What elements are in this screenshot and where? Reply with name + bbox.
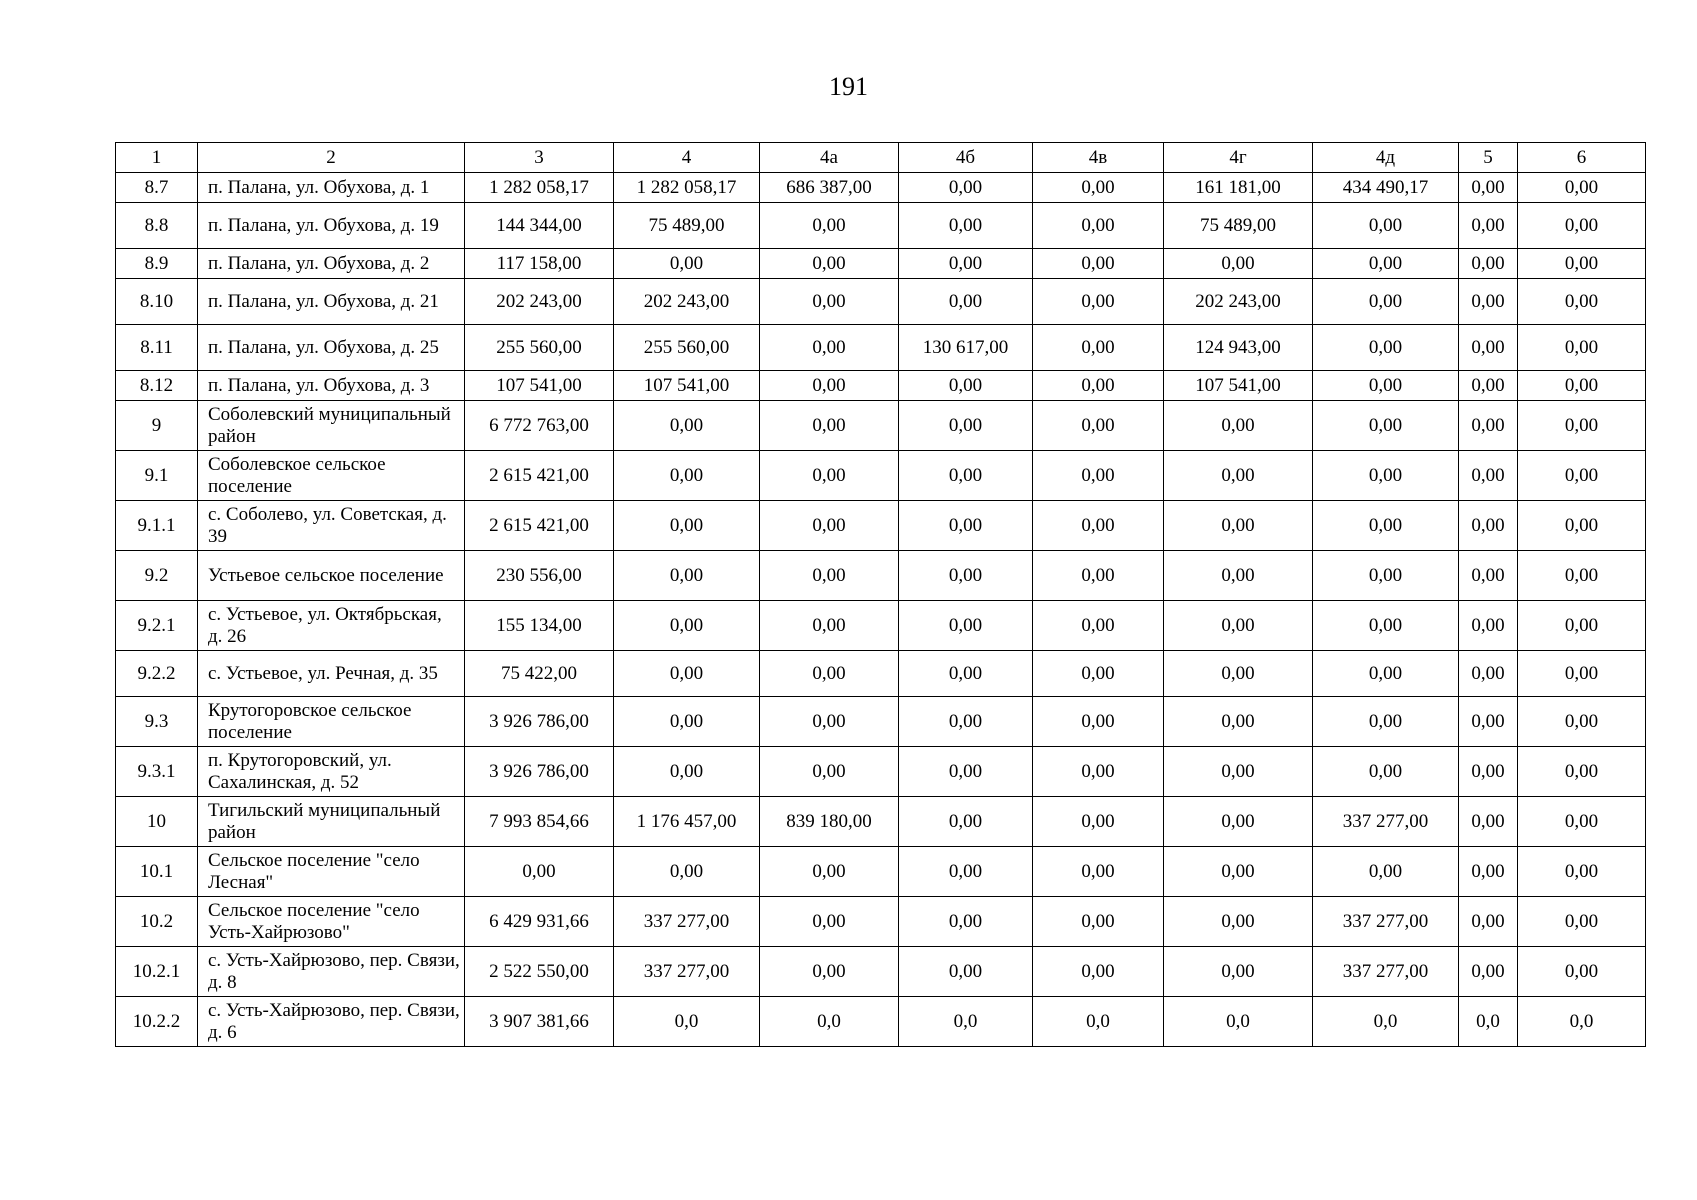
address-cell: п. Палана, ул. Обухова, д. 3 <box>198 371 465 401</box>
amount-cell: 0,00 <box>614 501 760 551</box>
amount-cell: 0,00 <box>1033 747 1164 797</box>
amount-cell: 0,00 <box>1459 797 1518 847</box>
amount-cell: 155 134,00 <box>465 601 614 651</box>
amount-cell: 1 282 058,17 <box>465 173 614 203</box>
table-body <box>116 143 1646 1047</box>
amount-cell: 0,00 <box>899 601 1033 651</box>
amount-cell: 0,00 <box>1518 947 1646 997</box>
amount-cell: 0,00 <box>1459 601 1518 651</box>
amount-cell: 0,00 <box>899 401 1033 451</box>
amount-cell: 0,00 <box>899 249 1033 279</box>
amount-cell: 337 277,00 <box>1313 897 1459 947</box>
amount-cell: 0,00 <box>1164 747 1313 797</box>
column-header: 4д <box>1313 143 1459 173</box>
row-number-cell: 9.1.1 <box>116 501 198 551</box>
row-number-cell: 10.2.1 <box>116 947 198 997</box>
amount-cell: 0,00 <box>1459 651 1518 697</box>
amount-cell: 0,00 <box>1033 601 1164 651</box>
amount-cell: 0,00 <box>1459 371 1518 401</box>
address-cell: с. Усть-Хайрюзово, пер. Связи, д. 6 <box>198 997 465 1047</box>
amount-cell: 0,00 <box>899 451 1033 501</box>
row-number-cell: 9.2.2 <box>116 651 198 697</box>
address-cell: п. Палана, ул. Обухова, д. 21 <box>198 279 465 325</box>
row-number-cell: 8.7 <box>116 173 198 203</box>
table-row <box>116 551 1646 601</box>
amount-cell: 0,00 <box>1033 947 1164 997</box>
amount-cell: 0,00 <box>1033 551 1164 601</box>
amount-cell: 0,00 <box>1459 847 1518 897</box>
amount-cell: 0,00 <box>1459 551 1518 601</box>
amount-cell: 0,00 <box>1313 601 1459 651</box>
row-number-cell: 9.3 <box>116 697 198 747</box>
table-row <box>116 797 1646 847</box>
amount-cell: 0,00 <box>899 203 1033 249</box>
address-cell: п. Палана, ул. Обухова, д. 1 <box>198 173 465 203</box>
amount-cell: 0,00 <box>760 697 899 747</box>
address-cell: Соболевское сельское поселение <box>198 451 465 501</box>
amount-cell: 0,00 <box>1518 697 1646 747</box>
table-row <box>116 451 1646 501</box>
amount-cell: 0,00 <box>1033 279 1164 325</box>
address-cell: Сельское поселение "село Лесная" <box>198 847 465 897</box>
amount-cell: 0,00 <box>1459 279 1518 325</box>
amount-cell: 0,00 <box>614 401 760 451</box>
table-row <box>116 249 1646 279</box>
amount-cell: 0,00 <box>614 747 760 797</box>
amount-cell: 0,0 <box>1459 997 1518 1047</box>
amount-cell: 0,00 <box>1033 501 1164 551</box>
amount-cell: 0,00 <box>760 451 899 501</box>
amount-cell: 0,00 <box>760 651 899 697</box>
table-row <box>116 401 1646 451</box>
amount-cell: 0,00 <box>1459 451 1518 501</box>
amount-cell: 0,00 <box>899 501 1033 551</box>
amount-cell: 0,00 <box>1459 947 1518 997</box>
amount-cell: 124 943,00 <box>1164 325 1313 371</box>
amount-cell: 107 541,00 <box>465 371 614 401</box>
amount-cell: 0,00 <box>1518 173 1646 203</box>
amount-cell: 6 429 931,66 <box>465 897 614 947</box>
amount-cell: 0,0 <box>614 997 760 1047</box>
address-cell: с. Соболево, ул. Советская, д. 39 <box>198 501 465 551</box>
page-number: 191 <box>829 72 868 101</box>
amount-cell: 0,00 <box>760 847 899 897</box>
amount-cell: 202 243,00 <box>1164 279 1313 325</box>
amount-cell: 255 560,00 <box>614 325 760 371</box>
amount-cell: 0,00 <box>1459 747 1518 797</box>
column-header: 4г <box>1164 143 1313 173</box>
row-number-cell: 10 <box>116 797 198 847</box>
amount-cell: 0,00 <box>899 797 1033 847</box>
table-row <box>116 279 1646 325</box>
table-row <box>116 997 1646 1047</box>
amount-cell: 0,00 <box>1313 249 1459 279</box>
amount-cell: 0,00 <box>1164 697 1313 747</box>
amount-cell: 3 926 786,00 <box>465 747 614 797</box>
row-number-cell: 10.1 <box>116 847 198 897</box>
amount-cell: 0,0 <box>760 997 899 1047</box>
amount-cell: 0,00 <box>1518 897 1646 947</box>
amount-cell: 0,00 <box>1033 173 1164 203</box>
address-cell: Крутогоровское сельское поселение <box>198 697 465 747</box>
address-cell: Сельское поселение "село Усть-Хайрюзово" <box>198 897 465 947</box>
column-header: 6 <box>1518 143 1646 173</box>
row-number-cell: 9.2 <box>116 551 198 601</box>
amount-cell: 686 387,00 <box>760 173 899 203</box>
amount-cell: 0,00 <box>614 651 760 697</box>
amount-cell: 1 282 058,17 <box>614 173 760 203</box>
table-row <box>116 847 1646 897</box>
address-cell: с. Устьевое, ул. Октябрьская, д. 26 <box>198 601 465 651</box>
amount-cell: 0,00 <box>1164 651 1313 697</box>
column-header: 4в <box>1033 143 1164 173</box>
amount-cell: 0,0 <box>1033 997 1164 1047</box>
table-row <box>116 947 1646 997</box>
amount-cell: 337 277,00 <box>1313 797 1459 847</box>
amount-cell: 0,00 <box>1033 697 1164 747</box>
row-number-cell: 10.2.2 <box>116 997 198 1047</box>
amount-cell: 839 180,00 <box>760 797 899 847</box>
amount-cell: 202 243,00 <box>614 279 760 325</box>
amount-cell: 0,00 <box>1164 897 1313 947</box>
amount-cell: 0,00 <box>760 203 899 249</box>
amount-cell: 0,00 <box>1164 847 1313 897</box>
amount-cell: 0,00 <box>760 747 899 797</box>
amount-cell: 0,00 <box>1033 451 1164 501</box>
amount-cell: 0,00 <box>1518 325 1646 371</box>
column-header: 5 <box>1459 143 1518 173</box>
amount-cell: 0,00 <box>1459 401 1518 451</box>
amount-cell: 0,00 <box>899 697 1033 747</box>
amount-cell: 0,00 <box>1518 279 1646 325</box>
amount-cell: 0,00 <box>1164 601 1313 651</box>
amount-cell: 0,00 <box>1164 947 1313 997</box>
amount-cell: 144 344,00 <box>465 203 614 249</box>
amount-cell: 0,00 <box>1033 371 1164 401</box>
row-number-cell: 8.12 <box>116 371 198 401</box>
column-header: 4а <box>760 143 899 173</box>
data-table <box>115 142 1646 1047</box>
amount-cell: 161 181,00 <box>1164 173 1313 203</box>
amount-cell: 0,00 <box>1313 203 1459 249</box>
address-cell: Тигильский муниципальный район <box>198 797 465 847</box>
table-row <box>116 173 1646 203</box>
amount-cell: 0,00 <box>614 697 760 747</box>
amount-cell: 0,00 <box>1518 797 1646 847</box>
amount-cell: 337 277,00 <box>1313 947 1459 997</box>
row-number-cell: 8.8 <box>116 203 198 249</box>
amount-cell: 0,00 <box>1164 249 1313 279</box>
amount-cell: 0,00 <box>1033 325 1164 371</box>
row-number-cell: 8.10 <box>116 279 198 325</box>
address-cell: Устьевое сельское поселение <box>198 551 465 601</box>
address-cell: с. Усть-Хайрюзово, пер. Связи, д. 8 <box>198 947 465 997</box>
amount-cell: 0,00 <box>1459 249 1518 279</box>
amount-cell: 0,00 <box>1313 279 1459 325</box>
amount-cell: 0,00 <box>465 847 614 897</box>
amount-cell: 107 541,00 <box>614 371 760 401</box>
amount-cell: 0,00 <box>614 847 760 897</box>
table-row <box>116 651 1646 697</box>
address-cell: с. Устьевое, ул. Речная, д. 35 <box>198 651 465 697</box>
amount-cell: 6 772 763,00 <box>465 401 614 451</box>
amount-cell: 0,00 <box>760 371 899 401</box>
amount-cell: 0,0 <box>1313 997 1459 1047</box>
amount-cell: 0,00 <box>1518 203 1646 249</box>
amount-cell: 0,00 <box>760 897 899 947</box>
column-header: 3 <box>465 143 614 173</box>
amount-cell: 0,00 <box>1313 747 1459 797</box>
amount-cell: 0,00 <box>899 279 1033 325</box>
amount-cell: 0,0 <box>899 997 1033 1047</box>
amount-cell: 230 556,00 <box>465 551 614 601</box>
amount-cell: 2 615 421,00 <box>465 501 614 551</box>
amount-cell: 0,00 <box>1033 797 1164 847</box>
amount-cell: 3 907 381,66 <box>465 997 614 1047</box>
amount-cell: 255 560,00 <box>465 325 614 371</box>
amount-cell: 0,00 <box>1313 847 1459 897</box>
amount-cell: 0,00 <box>1164 451 1313 501</box>
amount-cell: 0,00 <box>899 847 1033 897</box>
amount-cell: 0,00 <box>760 249 899 279</box>
amount-cell: 0,00 <box>1518 401 1646 451</box>
amount-cell: 0,00 <box>1033 401 1164 451</box>
amount-cell: 0,00 <box>614 249 760 279</box>
amount-cell: 0,00 <box>760 601 899 651</box>
amount-cell: 0,00 <box>1459 203 1518 249</box>
amount-cell: 0,00 <box>1164 401 1313 451</box>
row-number-cell: 9.1 <box>116 451 198 501</box>
table-row <box>116 371 1646 401</box>
amount-cell: 0,00 <box>760 279 899 325</box>
amount-cell: 0,00 <box>1518 551 1646 601</box>
column-header: 1 <box>116 143 198 173</box>
amount-cell: 0,00 <box>1033 651 1164 697</box>
amount-cell: 7 993 854,66 <box>465 797 614 847</box>
amount-cell: 0,00 <box>1033 897 1164 947</box>
amount-cell: 0,00 <box>1518 847 1646 897</box>
amount-cell: 0,00 <box>1459 501 1518 551</box>
amount-cell: 0,00 <box>760 401 899 451</box>
amount-cell: 0,00 <box>760 501 899 551</box>
amount-cell: 0,00 <box>1313 325 1459 371</box>
address-cell: п. Палана, ул. Обухова, д. 2 <box>198 249 465 279</box>
amount-cell: 202 243,00 <box>465 279 614 325</box>
amount-cell: 75 422,00 <box>465 651 614 697</box>
amount-cell: 0,00 <box>1518 651 1646 697</box>
table-row <box>116 697 1646 747</box>
table-row <box>116 501 1646 551</box>
amount-cell: 0,00 <box>1518 601 1646 651</box>
amount-cell: 0,00 <box>1459 173 1518 203</box>
amount-cell: 0,00 <box>1459 897 1518 947</box>
amount-cell: 0,0 <box>1164 997 1313 1047</box>
table-row <box>116 203 1646 249</box>
column-header: 4б <box>899 143 1033 173</box>
amount-cell: 0,00 <box>899 747 1033 797</box>
amount-cell: 337 277,00 <box>614 897 760 947</box>
amount-cell: 0,00 <box>1033 847 1164 897</box>
amount-cell: 0,00 <box>1164 551 1313 601</box>
amount-cell: 0,00 <box>1313 697 1459 747</box>
amount-cell: 0,00 <box>760 325 899 371</box>
amount-cell: 0,00 <box>899 551 1033 601</box>
row-number-cell: 10.2 <box>116 897 198 947</box>
amount-cell: 0,00 <box>1033 249 1164 279</box>
amount-cell: 0,00 <box>899 947 1033 997</box>
amount-cell: 0,00 <box>1313 401 1459 451</box>
table-row <box>116 601 1646 651</box>
amount-cell: 0,00 <box>1518 451 1646 501</box>
amount-cell: 0,00 <box>899 371 1033 401</box>
amount-cell: 117 158,00 <box>465 249 614 279</box>
amount-cell: 75 489,00 <box>1164 203 1313 249</box>
amount-cell: 0,0 <box>1518 997 1646 1047</box>
amount-cell: 107 541,00 <box>1164 371 1313 401</box>
amount-cell: 0,00 <box>760 947 899 997</box>
amount-cell: 0,00 <box>1164 797 1313 847</box>
amount-cell: 0,00 <box>1313 651 1459 697</box>
amount-cell: 434 490,17 <box>1313 173 1459 203</box>
amount-cell: 0,00 <box>614 451 760 501</box>
row-number-cell: 8.11 <box>116 325 198 371</box>
amount-cell: 0,00 <box>614 551 760 601</box>
amount-cell: 0,00 <box>1518 501 1646 551</box>
amount-cell: 3 926 786,00 <box>465 697 614 747</box>
amount-cell: 0,00 <box>1459 697 1518 747</box>
amount-cell: 2 522 550,00 <box>465 947 614 997</box>
column-header: 2 <box>198 143 465 173</box>
amount-cell: 130 617,00 <box>899 325 1033 371</box>
row-number-cell: 9 <box>116 401 198 451</box>
header-row <box>116 143 1646 173</box>
address-cell: Соболевский муниципальный район <box>198 401 465 451</box>
amount-cell: 0,00 <box>1518 747 1646 797</box>
table-row <box>116 897 1646 947</box>
amount-cell: 337 277,00 <box>614 947 760 997</box>
row-number-cell: 9.3.1 <box>116 747 198 797</box>
table-row <box>116 325 1646 371</box>
column-header: 4 <box>614 143 760 173</box>
amount-cell: 0,00 <box>899 897 1033 947</box>
amount-cell: 0,00 <box>1313 551 1459 601</box>
amount-cell: 0,00 <box>1033 203 1164 249</box>
row-number-cell: 9.2.1 <box>116 601 198 651</box>
amount-cell: 0,00 <box>614 601 760 651</box>
amount-cell: 75 489,00 <box>614 203 760 249</box>
amount-cell: 0,00 <box>1313 451 1459 501</box>
address-cell: п. Палана, ул. Обухова, д. 19 <box>198 203 465 249</box>
amount-cell: 0,00 <box>1313 371 1459 401</box>
address-cell: п. Палана, ул. Обухова, д. 25 <box>198 325 465 371</box>
amount-cell: 0,00 <box>1518 371 1646 401</box>
table-row <box>116 747 1646 797</box>
row-number-cell: 8.9 <box>116 249 198 279</box>
amount-cell: 0,00 <box>1164 501 1313 551</box>
address-cell: п. Крутогоровский, ул. Сахалинская, д. 52 <box>198 747 465 797</box>
amount-cell: 2 615 421,00 <box>465 451 614 501</box>
amount-cell: 0,00 <box>1518 249 1646 279</box>
amount-cell: 0,00 <box>899 173 1033 203</box>
amount-cell: 0,00 <box>1459 325 1518 371</box>
amount-cell: 0,00 <box>1313 501 1459 551</box>
amount-cell: 0,00 <box>899 651 1033 697</box>
amount-cell: 1 176 457,00 <box>614 797 760 847</box>
amount-cell: 0,00 <box>760 551 899 601</box>
